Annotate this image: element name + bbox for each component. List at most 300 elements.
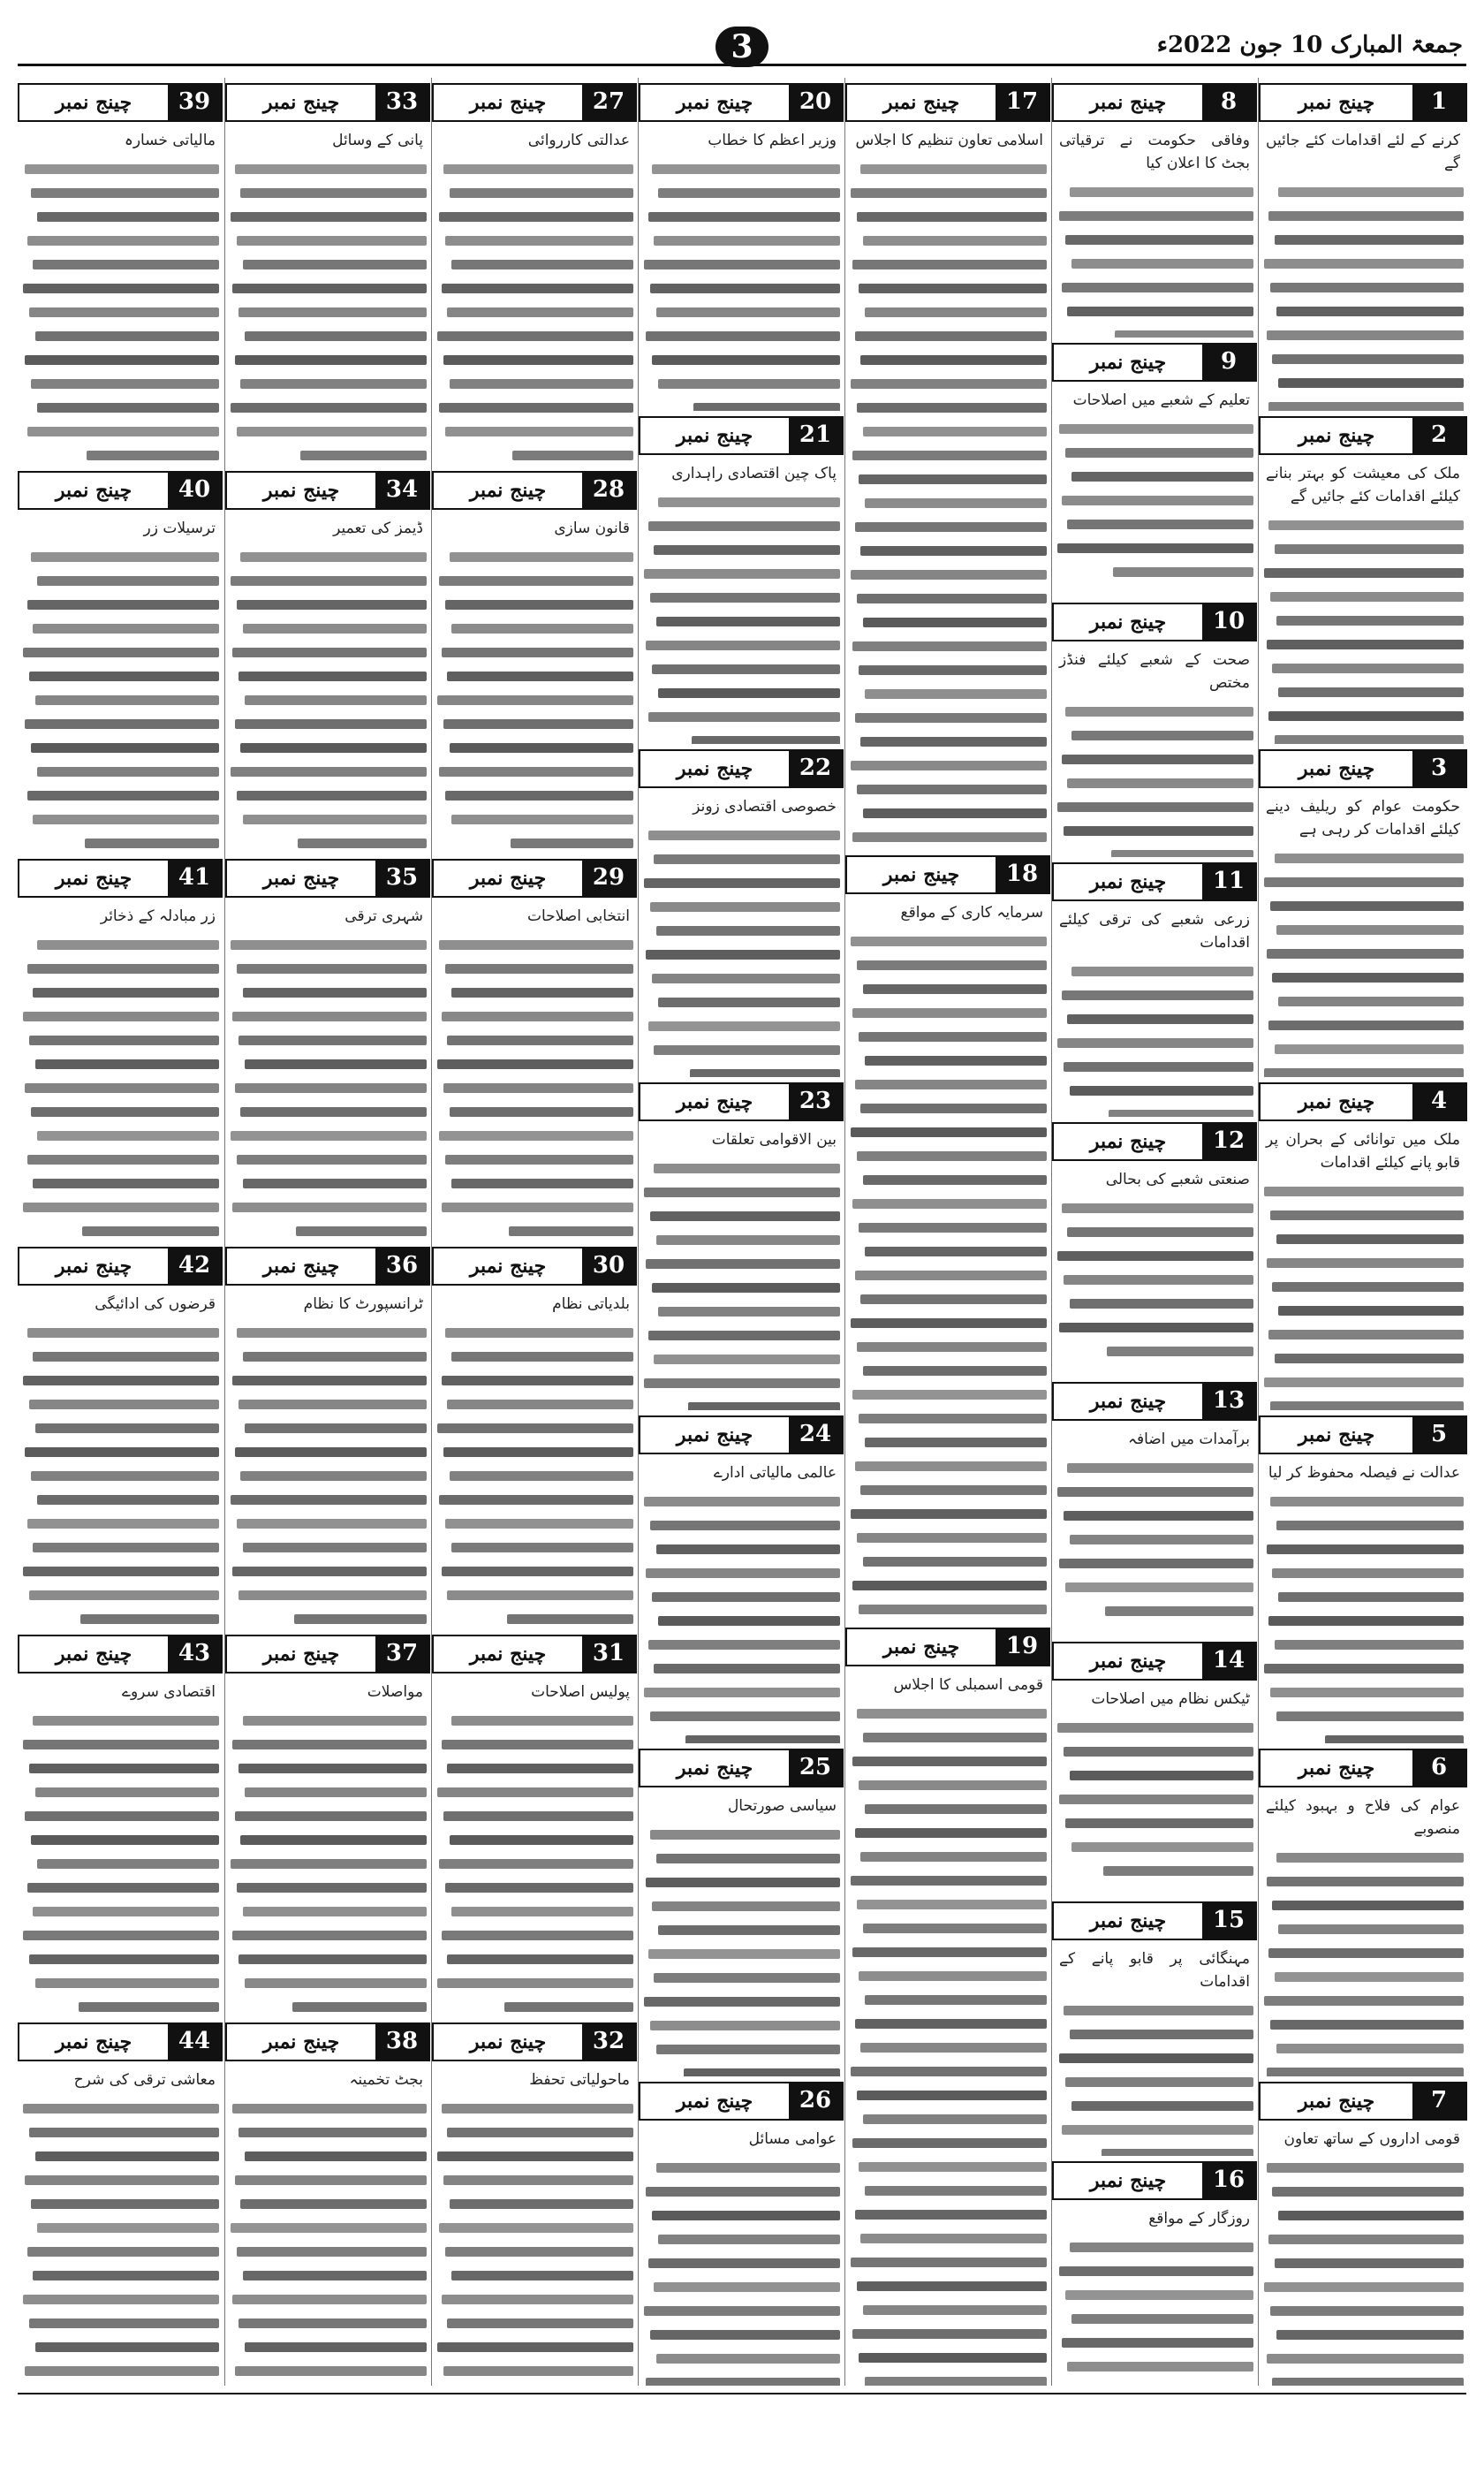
item-body [1259, 1793, 1467, 2076]
item-text-lines [21, 2097, 219, 2386]
item-heading [1052, 862, 1257, 901]
item-heading-word: چینج نمبر [262, 1643, 340, 1666]
item-text: ڈیمز کی تعمیر [333, 520, 423, 537]
item-heading [225, 2022, 430, 2061]
item-text: عالمی مالیاتی ادارے [713, 1464, 837, 1482]
item-body [1259, 127, 1467, 411]
item-heading-word: چینج نمبر [469, 867, 547, 890]
item-text-lines [642, 490, 840, 744]
item-heading-word: چینج نمبر [676, 1757, 753, 1780]
item-heading [1259, 416, 1467, 455]
item-text-lines [1262, 1180, 1464, 1410]
item-text-lines [229, 157, 427, 466]
item-text-lines [849, 157, 1047, 850]
item-number: 7 [1412, 2083, 1465, 2119]
item-number: 22 [789, 751, 842, 786]
classified-item [1259, 749, 1467, 1077]
item-heading [639, 1749, 844, 1787]
item-heading-word: چینج نمبر [1089, 91, 1167, 114]
item-text-lines [21, 1709, 219, 2017]
item-text: قرضوں کی ادائیگی [95, 1295, 216, 1313]
item-number: 33 [375, 85, 428, 120]
columns [18, 78, 1466, 2386]
item-heading [432, 83, 637, 122]
classified-item [225, 471, 430, 854]
item-body [18, 1291, 223, 1629]
classified-item [432, 2022, 637, 2386]
item-text-lines [21, 933, 219, 1241]
item-heading [225, 471, 430, 510]
item-number: 41 [168, 861, 221, 896]
item-body [225, 2067, 430, 2386]
item-heading [432, 471, 637, 510]
item-text: بلدیاتی نظام [552, 1295, 630, 1313]
item-text-lines [849, 930, 1047, 1622]
item-heading [1052, 603, 1257, 641]
item-text: روزگار کے مواقع [1148, 2210, 1250, 2227]
item-body [1052, 1426, 1257, 1636]
item-text-lines [642, 2156, 840, 2386]
item-heading-word: چینج نمبر [262, 2030, 340, 2053]
classified-item [18, 859, 223, 1241]
item-text-lines [1056, 1196, 1253, 1363]
item-heading [1052, 1382, 1257, 1421]
item-number: 28 [582, 473, 635, 508]
item-text: شہری ترقی [344, 907, 423, 925]
item-heading [845, 83, 1050, 122]
item-body [225, 127, 430, 466]
item-number: 9 [1202, 345, 1255, 380]
classified-item [225, 2022, 430, 2386]
item-number: 19 [996, 1629, 1049, 1665]
item-number: 12 [1202, 1124, 1255, 1159]
item-body [1052, 907, 1257, 1117]
classified-item [1052, 1901, 1257, 2156]
classified-item [1052, 862, 1257, 1117]
item-body [18, 127, 223, 466]
item-heading [1052, 2161, 1257, 2200]
item-number: 11 [1202, 864, 1255, 899]
classified-item [18, 2022, 223, 2386]
item-text-lines [229, 2097, 427, 2386]
item-text: ٹرانسپورٹ کا نظام [303, 1295, 423, 1313]
item-heading-word: چینج نمبر [55, 867, 132, 890]
item-text: حکومت عوام کو ریلیف دینے کیلئے اقدامات کر رہی ہے [1266, 798, 1460, 839]
item-text-lines [229, 933, 427, 1241]
item-number: 44 [168, 2024, 221, 2060]
classified-item [639, 1415, 844, 1743]
item-text: انتخابی اصلاحات [526, 907, 630, 925]
item-number: 21 [789, 418, 842, 453]
item-heading-word: چینج نمبر [469, 1255, 547, 1278]
item-text-lines [1056, 960, 1253, 1117]
item-number: 32 [582, 2024, 635, 2060]
classified-item [1259, 2082, 1467, 2386]
item-heading-word: چینج نمبر [1089, 1390, 1167, 1413]
item-heading-word: چینج نمبر [1089, 611, 1167, 634]
item-body [639, 2126, 844, 2386]
item-heading [1052, 1642, 1257, 1681]
item-heading-word: چینج نمبر [469, 2030, 547, 2053]
item-text: پولیس اصلاحات [531, 1683, 630, 1701]
item-text-lines [1262, 513, 1464, 744]
item-heading-word: چینج نمبر [55, 2030, 132, 2053]
item-number: 18 [996, 857, 1049, 892]
item-number: 6 [1412, 1750, 1465, 1786]
item-text: زرعی شعبے کی ترقی کیلئے اقدامات [1059, 911, 1250, 952]
item-heading-word: چینج نمبر [1089, 1130, 1167, 1153]
item-heading-word: چینج نمبر [55, 91, 132, 114]
item-body [432, 2067, 637, 2386]
item-text-lines [1056, 180, 1253, 338]
item-body [1259, 793, 1467, 1077]
column-4 [638, 78, 844, 2386]
item-heading [18, 1635, 223, 1673]
classified-item [432, 1635, 637, 2017]
item-body [1052, 2205, 1257, 2386]
item-heading [432, 859, 637, 898]
item-text-lines [642, 1823, 840, 2076]
item-heading [225, 859, 430, 898]
classified-item [225, 1635, 430, 2017]
item-text-lines [435, 1709, 633, 2017]
item-text: صنعتی شعبے کی بحالی [1105, 1171, 1250, 1188]
item-body [639, 1460, 844, 1743]
item-body [1052, 1166, 1257, 1377]
item-text-lines [642, 1490, 840, 1743]
item-body [18, 903, 223, 1241]
item-heading-word: چینج نمبر [1089, 2169, 1167, 2192]
item-text-lines [1056, 417, 1253, 584]
item-text-lines [21, 545, 219, 854]
item-text: بجٹ تخمینہ [349, 2071, 423, 2089]
item-number: 39 [168, 85, 221, 120]
item-number: 35 [375, 861, 428, 896]
column-3 [844, 78, 1050, 2386]
item-text-lines [849, 1702, 1047, 2386]
item-heading-word: چینج نمبر [676, 1090, 753, 1113]
column-2 [1051, 78, 1257, 2386]
item-text: قانون سازی [554, 520, 630, 537]
item-body [1052, 1686, 1257, 1896]
classified-item [1259, 1415, 1467, 1743]
item-heading-word: چینج نمبر [1298, 1423, 1375, 1446]
item-heading [18, 1247, 223, 1286]
item-heading [1052, 1901, 1257, 1940]
item-number: 34 [375, 473, 428, 508]
item-text-lines [642, 823, 840, 1077]
item-text: ترسیلات زر [143, 520, 216, 537]
item-heading [1052, 1122, 1257, 1161]
classified-item [18, 471, 223, 854]
item-number: 16 [1202, 2163, 1255, 2198]
item-body [845, 899, 1050, 1622]
item-body [1052, 387, 1257, 597]
item-heading [845, 1628, 1050, 1666]
column-1 [1258, 78, 1467, 2386]
item-text: بین الاقوامی تعلقات [711, 1131, 837, 1149]
classified-item [1259, 416, 1467, 744]
item-text-lines [1056, 1999, 1253, 2156]
classified-item [845, 855, 1050, 1622]
item-heading [639, 1415, 844, 1454]
item-heading [639, 1082, 844, 1121]
item-text: سرمایہ کاری کے مواقع [900, 904, 1043, 922]
classified-item [225, 1247, 430, 1629]
item-number: 30 [582, 1248, 635, 1284]
item-number: 24 [789, 1417, 842, 1453]
item-heading-word: چینج نمبر [1298, 424, 1375, 447]
item-body [18, 515, 223, 854]
item-heading-word: چینج نمبر [1298, 757, 1375, 780]
item-number: 1 [1412, 85, 1465, 120]
classified-item [18, 1635, 223, 2017]
item-number: 29 [582, 861, 635, 896]
item-heading-word: چینج نمبر [469, 91, 547, 114]
masthead-rule [18, 64, 1466, 66]
classified-item [1052, 1382, 1257, 1636]
item-heading [639, 749, 844, 788]
item-heading [1259, 83, 1467, 122]
item-number: 36 [375, 1248, 428, 1284]
item-text: عوامی مسائل [748, 2130, 837, 2148]
classified-item [1259, 1082, 1467, 1410]
classified-item [639, 416, 844, 744]
item-text-lines [1262, 846, 1464, 1077]
item-heading [1259, 749, 1467, 788]
item-text-lines [435, 545, 633, 854]
item-text: قومی اسمبلی کا اجلاس [893, 1676, 1043, 1694]
item-heading-word: چینج نمبر [262, 91, 340, 114]
item-heading-word: چینج نمبر [1298, 1090, 1375, 1113]
item-body [639, 793, 844, 1077]
item-heading-word: چینج نمبر [469, 479, 547, 502]
item-text-lines [642, 157, 840, 411]
item-body [639, 1793, 844, 2076]
item-number: 23 [789, 1084, 842, 1119]
item-body [18, 1679, 223, 2017]
item-text-lines [1262, 180, 1464, 411]
item-heading-word: چینج نمبر [1298, 91, 1375, 114]
classified-item [18, 83, 223, 466]
footer-rule [18, 2393, 1466, 2447]
classified-item [432, 83, 637, 466]
item-text: ملک میں توانائی کے بحران پر قابو پانے کیلئے اقدامات [1266, 1131, 1460, 1172]
item-number: 38 [375, 2024, 428, 2060]
item-heading [639, 2082, 844, 2121]
item-text-lines [21, 1321, 219, 1629]
item-body [1259, 2126, 1467, 2386]
classified-item [432, 1247, 637, 1629]
item-heading-word: چینج نمبر [469, 1643, 547, 1666]
item-number: 15 [1202, 1903, 1255, 1939]
item-heading [1052, 343, 1257, 382]
item-heading [432, 1247, 637, 1286]
classified-item [1052, 1642, 1257, 1896]
item-heading [639, 83, 844, 122]
item-number: 31 [582, 1636, 635, 1672]
item-number: 40 [168, 473, 221, 508]
item-text: سیاسی صورتحال [727, 1797, 837, 1815]
item-text: عدالت نے فیصلہ محفوظ کر لیا [1268, 1464, 1460, 1482]
item-heading-word: چینج نمبر [262, 479, 340, 502]
item-number: 3 [1412, 751, 1465, 786]
item-heading-word: چینج نمبر [882, 863, 960, 886]
item-heading-word: چینج نمبر [1089, 1909, 1167, 1932]
item-number: 2 [1412, 418, 1465, 453]
item-text: ماحولیاتی تحفظ [529, 2071, 630, 2089]
item-body [845, 1672, 1050, 2386]
item-heading-word: چینج نمبر [1298, 2090, 1375, 2113]
item-heading [845, 855, 1050, 894]
item-text-lines [435, 2097, 633, 2386]
item-heading-word: چینج نمبر [1298, 1757, 1375, 1780]
item-heading [18, 83, 223, 122]
item-text: قومی اداروں کے ساتھ تعاون [1283, 2130, 1460, 2148]
item-number: 37 [375, 1636, 428, 1672]
classified-item [639, 1749, 844, 2076]
item-text-lines [1056, 1716, 1253, 1883]
item-heading-word: چینج نمبر [676, 91, 753, 114]
item-text: عدالتی کارروائی [527, 132, 630, 149]
item-body [225, 515, 430, 854]
item-text-lines [229, 1709, 427, 2017]
item-heading-word: چینج نمبر [55, 1255, 132, 1278]
item-number: 14 [1202, 1643, 1255, 1679]
item-text-lines [1262, 1490, 1464, 1743]
item-heading-word: چینج نمبر [55, 1643, 132, 1666]
item-heading-word: چینج نمبر [1089, 351, 1167, 374]
item-text: مواصلات [367, 1683, 423, 1701]
item-number: 26 [789, 2083, 842, 2119]
item-heading [18, 471, 223, 510]
classified-item [845, 1628, 1050, 2386]
item-text-lines [229, 1321, 427, 1629]
item-body [1052, 127, 1257, 338]
item-heading [432, 1635, 637, 1673]
item-text: وفاقی حکومت نے ترقیاتی بجٹ کا اعلان کیا [1059, 132, 1250, 172]
item-text-lines [1056, 2235, 1253, 2386]
item-number: 17 [996, 85, 1049, 120]
item-text-lines [21, 157, 219, 466]
item-heading-word: چینج نمبر [55, 479, 132, 502]
item-heading [225, 1635, 430, 1673]
item-heading-word: چینج نمبر [882, 91, 960, 114]
item-body [639, 127, 844, 411]
item-body [845, 127, 1050, 850]
item-body [1052, 1946, 1257, 2156]
item-heading [18, 2022, 223, 2061]
classified-item [639, 749, 844, 1077]
item-body [432, 1291, 637, 1629]
classified-item [432, 859, 637, 1241]
classified-item [639, 1082, 844, 1410]
classified-item [1259, 83, 1467, 411]
item-text: خصوصی اقتصادی زونز [693, 798, 837, 816]
item-text-lines [435, 1321, 633, 1629]
item-text-lines [1056, 1456, 1253, 1623]
item-text: پانی کے وسائل [332, 132, 423, 149]
classified-item [1052, 2161, 1257, 2386]
item-heading [1052, 83, 1257, 122]
classified-item [639, 2082, 844, 2386]
item-text: مالیاتی خسارہ [124, 132, 216, 149]
item-text: مہنگائی پر قابو پانے کے اقدامات [1059, 1950, 1250, 1991]
item-body [639, 1127, 844, 1410]
item-text: معاشی ترقی کی شرح [73, 2071, 216, 2089]
item-heading-word: چینج نمبر [1089, 1650, 1167, 1673]
classified-item [639, 83, 844, 411]
item-number: 10 [1202, 604, 1255, 640]
item-body [18, 2067, 223, 2386]
classified-item [18, 1247, 223, 1629]
item-body [1259, 1127, 1467, 1410]
item-heading-word: چینج نمبر [1089, 870, 1167, 893]
item-text-lines [1262, 1846, 1464, 2076]
item-number: 13 [1202, 1384, 1255, 1419]
item-number: 43 [168, 1636, 221, 1672]
item-text-lines [435, 157, 633, 466]
item-body [225, 1679, 430, 2017]
column-5 [431, 78, 637, 2386]
item-number: 8 [1202, 85, 1255, 120]
item-heading [1259, 2082, 1467, 2121]
item-heading-word: چینج نمبر [882, 1635, 960, 1658]
item-text-lines [435, 933, 633, 1241]
item-text: وزیر اعظم کا خطاب [708, 132, 837, 149]
item-text: تعلیم کے شعبے میں اصلاحات [1072, 391, 1250, 409]
item-number: 25 [789, 1750, 842, 1786]
classified-item [1052, 83, 1257, 338]
item-heading-word: چینج نمبر [262, 1255, 340, 1278]
item-text: برآمدات میں اضافہ [1127, 1431, 1250, 1448]
item-body [1259, 1460, 1467, 1743]
classified-item [1052, 1122, 1257, 1377]
item-text-lines [1056, 700, 1253, 857]
issue-date: جمعۃ المبارک 10 جون 2022ء [1156, 32, 1463, 58]
item-text: صحت کے شعبے کیلئے فنڈز مختص [1059, 651, 1250, 692]
item-text-lines [642, 1157, 840, 1410]
item-text-lines [229, 545, 427, 854]
page-number-badge: 3 [716, 27, 768, 67]
item-body [639, 460, 844, 744]
item-heading [225, 1247, 430, 1286]
item-text: ٹیکس نظام میں اصلاحات [1091, 1690, 1250, 1708]
item-text: اقتصادی سروے [122, 1683, 216, 1701]
item-number: 42 [168, 1248, 221, 1284]
column-7 [18, 78, 223, 2386]
item-heading [1259, 1082, 1467, 1121]
item-heading [1259, 1415, 1467, 1454]
item-body [432, 127, 637, 466]
item-heading [18, 859, 223, 898]
item-heading [1259, 1749, 1467, 1787]
item-text: کرنے کے لئے اقدامات کئے جائیں گے [1266, 132, 1460, 172]
item-number: 27 [582, 85, 635, 120]
item-heading-word: چینج نمبر [676, 1423, 753, 1446]
item-heading [225, 83, 430, 122]
classified-item [845, 83, 1050, 850]
item-text: اسلامی تعاون تنظیم کا اجلاس [855, 132, 1043, 149]
masthead [0, 0, 1484, 69]
item-heading-word: چینج نمبر [676, 424, 753, 447]
column-6 [224, 78, 430, 2386]
item-text-lines [1262, 2156, 1464, 2386]
item-body [225, 1291, 430, 1629]
classified-item [1052, 603, 1257, 857]
item-body [1259, 460, 1467, 744]
item-number: 20 [789, 85, 842, 120]
